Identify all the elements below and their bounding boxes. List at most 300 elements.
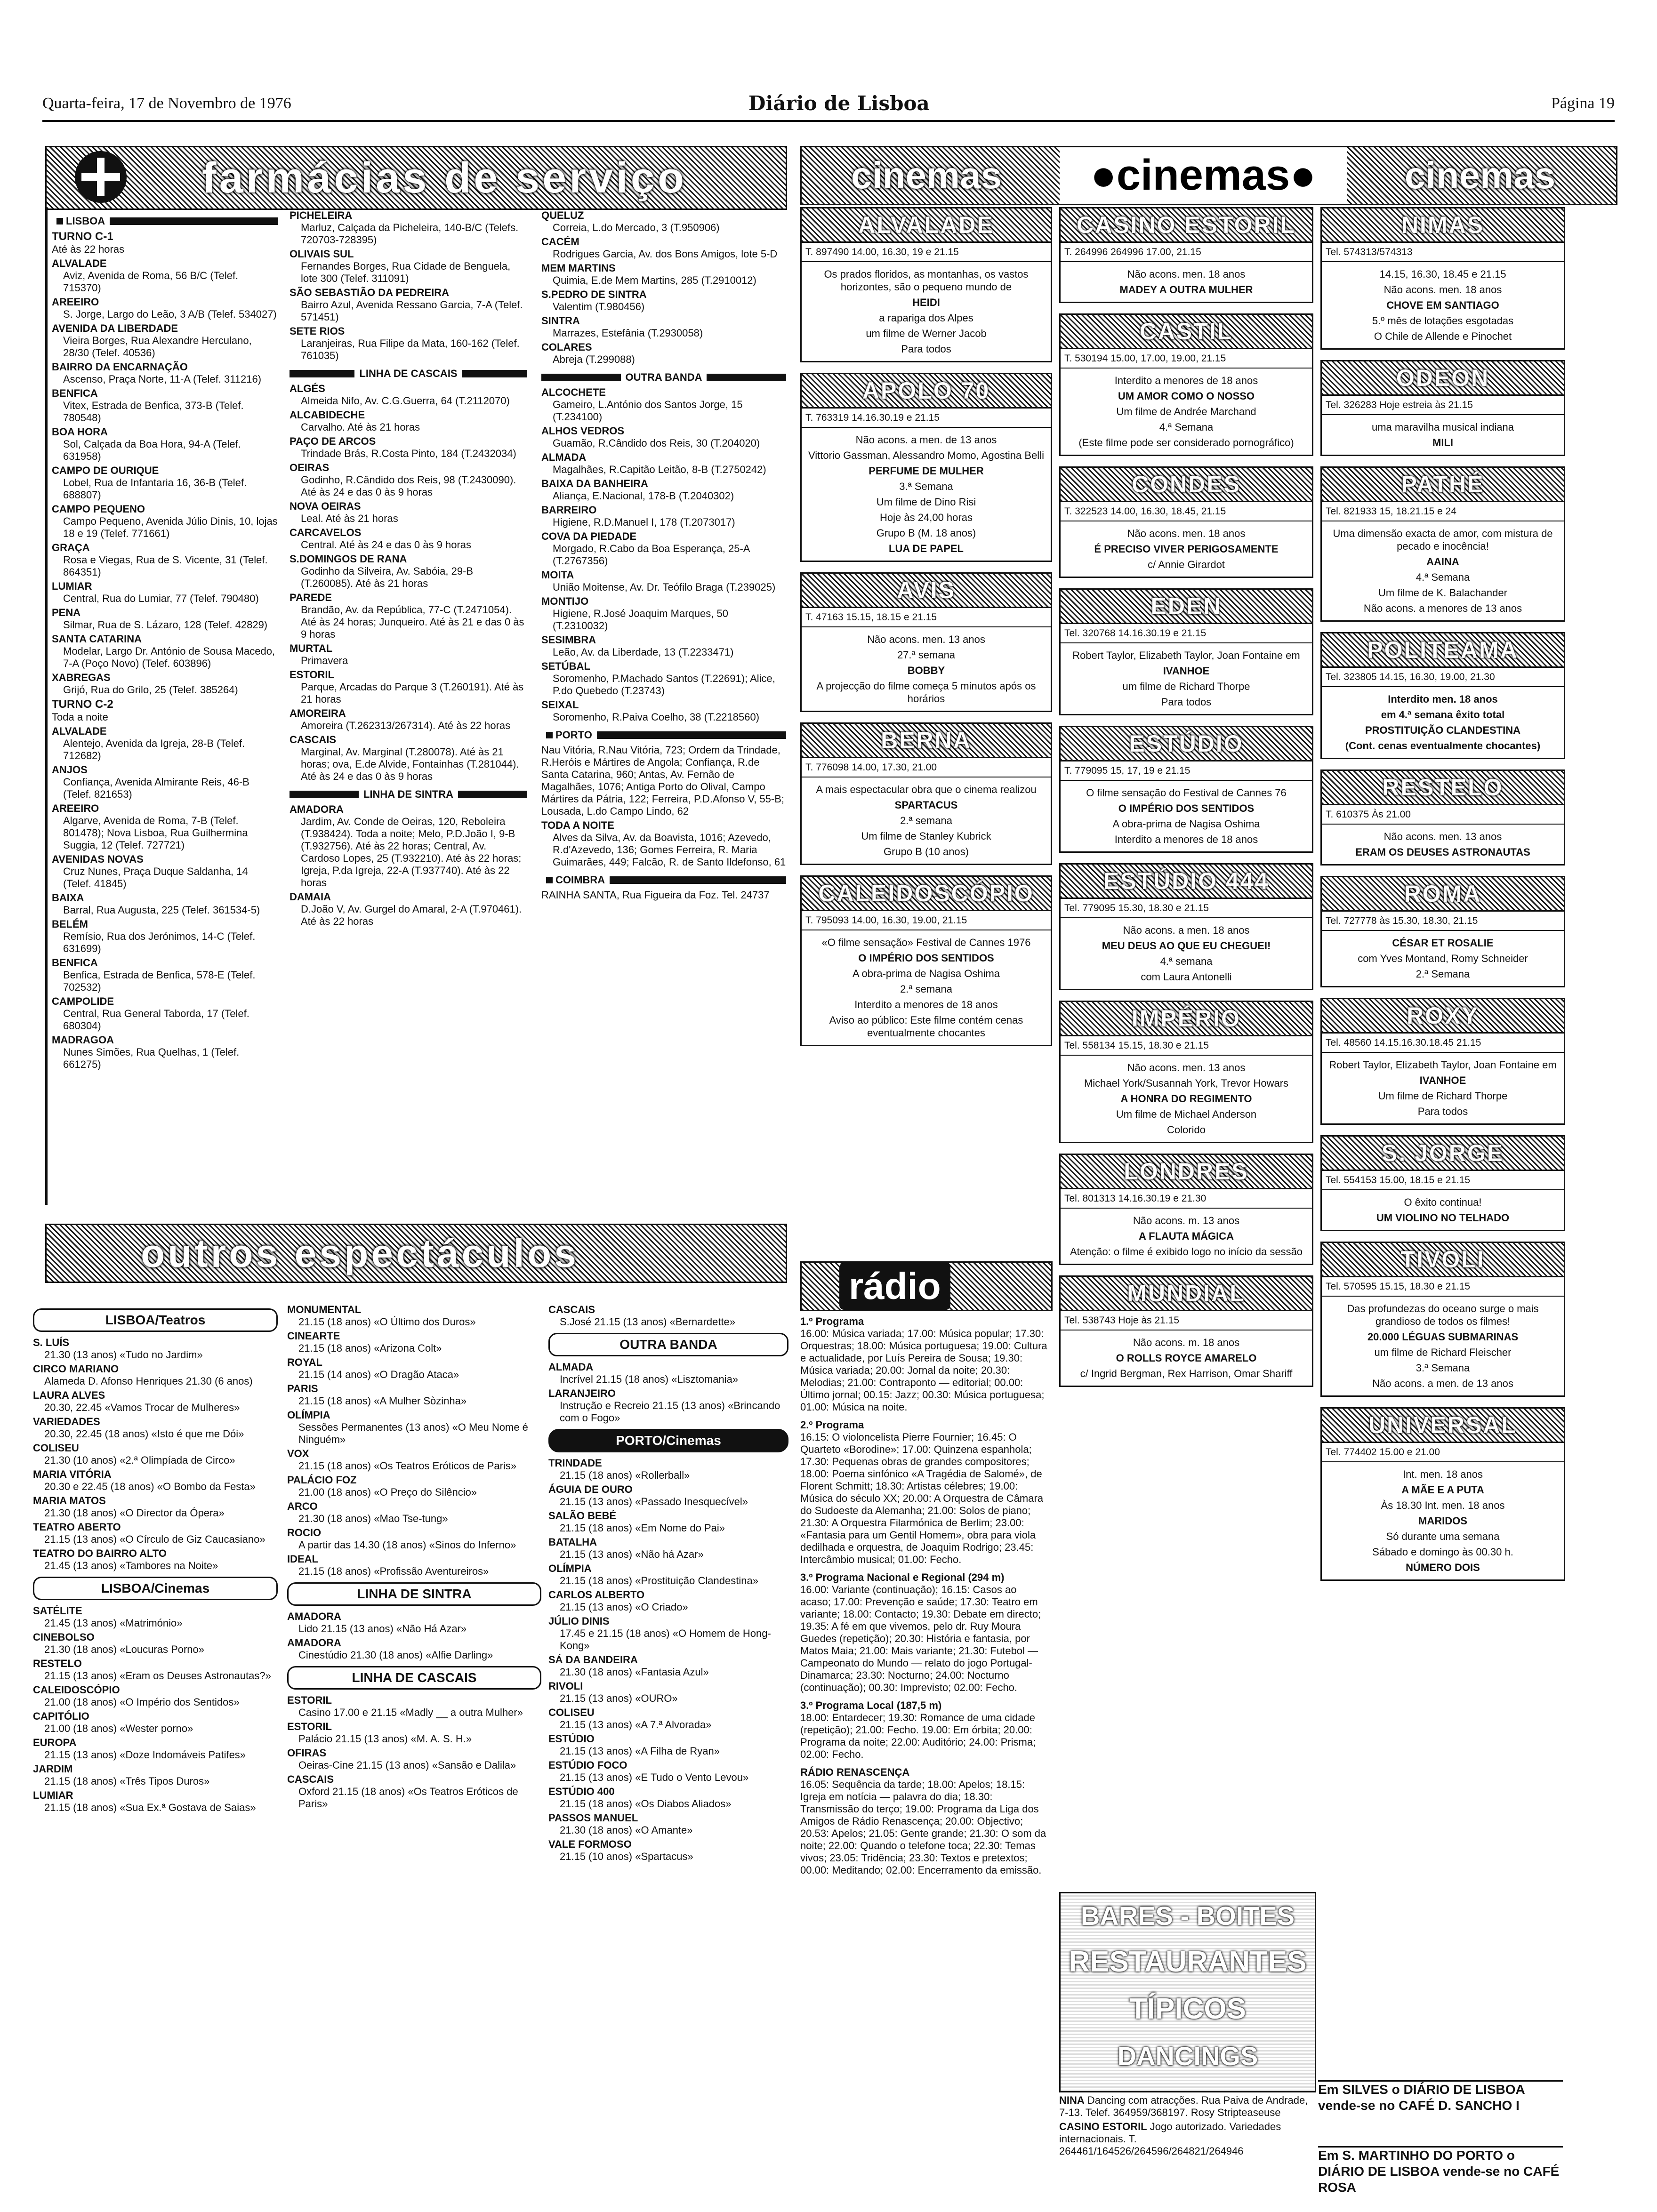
- pharmacies-column-2: [290, 209, 527, 1202]
- film-title: A FLAUTA MÁGICA: [1138, 1230, 1234, 1242]
- listing-name: S. LUÍS: [33, 1337, 70, 1348]
- cinemas-banner-left: cinemas: [851, 154, 1002, 196]
- listing-entry: [33, 1737, 278, 1761]
- cinema-name-plate: [1061, 727, 1312, 761]
- listing-entry: [52, 426, 278, 463]
- listing-name: LAURA ALVES: [33, 1389, 105, 1401]
- cinema-times: T. 264996 264996 17.00, 21.15: [1061, 243, 1312, 262]
- listing-entry: [541, 569, 786, 593]
- listing-entry: [33, 1442, 278, 1467]
- programme-line: Para todos: [901, 343, 951, 355]
- listing-detail: S.José 21.15 (13 anos) «Bernardette»: [560, 1316, 736, 1328]
- listing-detail: 21.15 (18 anos) «O Último dos Duros»: [298, 1316, 476, 1328]
- section-label-text: [541, 874, 610, 886]
- listing-entry: [33, 1710, 278, 1735]
- listing-entry: [52, 725, 278, 762]
- cinema-listing: [800, 875, 1052, 1046]
- bars-banner: [1059, 1892, 1316, 2092]
- listing-detail: União Moitense, Av. Dr. Teófilo Braga (T.239025): [553, 581, 776, 593]
- cinema-programme: [802, 930, 1051, 1045]
- listing-entry: [290, 707, 527, 732]
- listing-name: VARIEDADES: [33, 1416, 100, 1427]
- listing-detail: Central, Rua do Lumiar, 77 (Telef. 790480): [63, 593, 259, 604]
- listing-entry: [541, 236, 786, 260]
- listing-detail: Barral, Rua Augusta, 225 (Telef. 361534-5): [63, 904, 260, 916]
- subsection-label: [290, 788, 527, 801]
- listing-entry: [290, 287, 527, 323]
- listing-entry: [52, 633, 278, 670]
- cinema-name-plate: [802, 374, 1051, 409]
- cinema-name: CASINO ESTORIL: [1076, 212, 1296, 238]
- listing-entry: [52, 503, 278, 540]
- bar-entry: [1059, 2094, 1313, 2119]
- listing-entry: [290, 891, 527, 928]
- listing-detail: Palácio 21.15 (13 anos) «M. A. S. H.»: [298, 1733, 472, 1745]
- listing-entry: [33, 1789, 278, 1814]
- radio-programme-heading: 2.º Programa: [800, 1419, 864, 1431]
- listing-entry: [52, 296, 278, 321]
- listing-detail: 21.30 (18 anos) «O Amante»: [560, 1824, 693, 1836]
- programme-line: a rapariga dos Alpes: [879, 312, 973, 324]
- listing-name: SALÃO BEBÉ: [548, 1510, 617, 1522]
- listing-entry: [287, 1527, 541, 1551]
- listing-name: IDEAL: [287, 1553, 318, 1565]
- listing-entry: [287, 1383, 541, 1407]
- programme-line: c/ Ingrid Bergman, Rex Harrison, Omar Shariff: [1080, 1368, 1293, 1379]
- subsection-rule: [541, 374, 621, 381]
- section-rule: [110, 217, 278, 225]
- film-title: MILI: [1432, 437, 1453, 449]
- programme-line: Um filme de Stanley Kubrick: [861, 830, 991, 842]
- other-shows-title: outros espectáculos: [141, 1231, 579, 1275]
- listing-name: BATALHA: [548, 1536, 597, 1548]
- bar-detail: Jogo autorizado. Variedades internacionais. T. 264461/164526/264596/264821/264946: [1059, 2121, 1281, 2157]
- cinema-column-3: [1320, 207, 1565, 2071]
- listing-detail: Cruz Nunes, Praça Duque Saldanha, 14 (Telef. 41845): [63, 866, 248, 890]
- square-bullet-icon: [546, 877, 553, 883]
- listing-name: COLARES: [541, 341, 592, 353]
- listing-name: PARIS: [287, 1383, 318, 1395]
- listing-name: OLÍMPIA: [287, 1409, 330, 1421]
- listing-entry: [287, 1474, 541, 1499]
- listing-name: MEM MARTINS: [541, 262, 616, 274]
- programme-line: Não acons. m. 18 anos: [1133, 1337, 1240, 1348]
- film-title: BOBBY: [907, 665, 945, 676]
- listing-detail: Leal. Até às 21 horas: [301, 513, 398, 524]
- cinema-name: MUNDIAL: [1127, 1280, 1246, 1306]
- programme-line: 5.º mês de lotações esgotadas: [1372, 315, 1514, 327]
- section-pill: LISBOA/Teatros: [33, 1308, 278, 1332]
- listing-detail: Abreja (T.299088): [553, 353, 635, 365]
- listing-detail: 21.15 (13 anos) «Passado Inesquecível»: [560, 1496, 748, 1507]
- listing-detail: Valentim (T.980456): [553, 301, 645, 313]
- programme-line: Às 18.30 Int. men. 18 anos: [1381, 1499, 1505, 1511]
- film-title: UM AMOR COMO O NOSSO: [1118, 390, 1255, 402]
- cinema-times: Tel. 558134 15.15, 18.30 e 21.15: [1061, 1036, 1312, 1056]
- cinema-listing: [1059, 207, 1313, 303]
- section-heading: TURNO C-2: [52, 698, 113, 711]
- cinema-listing: [1320, 466, 1565, 622]
- masthead: Diário de Lisboa: [748, 92, 930, 115]
- listing-detail: Vieira Borges, Rua Alexandre Herculano, 28/30 (Telef. 40536): [63, 335, 252, 359]
- programme-line: 27.ª semana: [897, 649, 956, 661]
- listing-name: EUROPA: [33, 1737, 77, 1748]
- listing-detail: Leão, Av. da Liberdade, 13 (T.2233471): [553, 646, 734, 658]
- cinema-name: LONDRES: [1124, 1158, 1249, 1185]
- listing-detail: 21.15 (18 anos) «Três Tipos Duros»: [44, 1775, 210, 1787]
- listing-entry: [548, 1563, 788, 1587]
- cinema-name: RESTELO: [1382, 774, 1504, 801]
- listing-detail: Guamão, R.Cândido dos Reis, 30 (T.204020): [553, 437, 760, 449]
- square-bullet-icon: [546, 732, 553, 738]
- listing-detail: Parque, Arcadas do Parque 3 (T.260191). Até às 21 horas: [301, 681, 524, 705]
- programme-line: Não acons. men. 18 anos: [1127, 528, 1246, 539]
- listing-name: PAREDE: [290, 592, 332, 603]
- listing-name: S.DOMINGOS DE RANA: [290, 553, 407, 565]
- listing-entry: [541, 699, 786, 723]
- listing-name: BOA HORA: [52, 426, 108, 438]
- cinema-name: UNIVERSAL: [1368, 1412, 1517, 1438]
- programme-line: A obra-prima de Nagisa Oshima: [852, 968, 1000, 979]
- listing-detail: D.João V, Av. Gurgel do Amaral, 2-A (T.970461). Até às 22 horas: [301, 903, 522, 927]
- listing-detail: Aliança, E.Nacional, 178-B (T.2040302): [553, 490, 734, 502]
- listing-name: MONTIJO: [541, 595, 589, 607]
- cinema-times: T. 530194 15.00, 17.00, 19.00, 21.15: [1061, 349, 1312, 369]
- listing-name: RIVOLI: [548, 1680, 583, 1692]
- listing-name: AMADORA: [287, 1637, 341, 1649]
- cinema-times: T. 779095 15, 17, 19 e 21.15: [1061, 761, 1312, 781]
- cinema-listing: [1320, 876, 1565, 987]
- section-note: RAINHA SANTA, Rua Figueira da Foz. Tel. 24737: [541, 889, 770, 901]
- programme-line: com Laura Antonelli: [1141, 971, 1232, 983]
- programme-line: com Yves Montand, Romy Schneider: [1358, 953, 1528, 964]
- listing-detail: Alves da Silva, Av. da Boavista, 1016; Azevedo, R.d'Azevedo, 136; Gomes Ferreira, R. Maria Guimarães, 449; Falcão, R. de Santo Ildefonso, 61: [553, 832, 786, 868]
- section-pill: PORTO/Cinemas: [548, 1429, 788, 1452]
- programme-line: Uma dimensão exacta de amor, com mistura de pecado e inocência!: [1333, 528, 1553, 552]
- bar-name: CASINO ESTORIL: [1059, 2121, 1147, 2132]
- listing-name: TEATRO DO BAIRRO ALTO: [33, 1547, 167, 1559]
- cinema-name-plate: [1322, 999, 1564, 1034]
- programme-line: Não acons. men. 13 anos: [867, 633, 985, 645]
- listing-name: BAIRRO DA ENCARNAÇÃO: [52, 361, 188, 373]
- cinema-column-1: [800, 207, 1052, 1228]
- cinema-name: ESTÚDIO 444: [1103, 868, 1270, 894]
- listing-entry: [548, 1536, 788, 1561]
- pharmacies-column-3: [541, 209, 786, 1202]
- listing-entry: [548, 1838, 788, 1863]
- cinema-times: T. 610375 Às 21.00: [1322, 805, 1564, 825]
- cinema-listing: [1059, 466, 1313, 578]
- listing-name: ROCIO: [287, 1527, 322, 1539]
- listing-detail: 21.15 (13 anos) «A Filha de Ryan»: [560, 1745, 720, 1757]
- listing-entry: [548, 1786, 788, 1810]
- listing-name: CACÉM: [541, 236, 579, 248]
- listing-detail: Benfica, Estrada de Benfica, 578-E (Telef. 702532): [63, 969, 256, 993]
- listing-name: MURTAL: [290, 642, 333, 654]
- listing-detail: 21.15 (13 anos) «O Criado»: [560, 1601, 688, 1613]
- pharmacies-title: farmácias de serviço: [201, 154, 687, 202]
- listing-entry: [33, 1631, 278, 1656]
- listing-entry: [33, 1605, 278, 1629]
- cinema-name: CASTIL: [1139, 318, 1233, 345]
- listing-detail: Sol, Calçada da Boa Hora, 94-A (Telef. 631958): [63, 438, 241, 462]
- listing-entry: [52, 802, 278, 851]
- listing-name: SÃO SEBASTIÃO DA PEDREIRA: [290, 287, 450, 298]
- section-label-text: [52, 215, 110, 227]
- listing-entry: [287, 1637, 541, 1661]
- cinema-listing: [1059, 313, 1313, 456]
- listing-entry: [541, 386, 786, 423]
- listing-name: CAMPO PEQUENO: [52, 503, 145, 515]
- listing-detail: Trindade Brás, R.Costa Pinto, 184 (T.2432034): [301, 448, 516, 459]
- listing-name: SETÚBAL: [541, 660, 590, 672]
- listing-entry: [33, 1468, 278, 1493]
- programme-line: Não acons. a men. de 13 anos: [1372, 1378, 1513, 1389]
- listing-detail: 21.15 (18 anos) «Os Diabos Aliados»: [560, 1798, 732, 1810]
- programme-line: Os prados floridos, as montanhas, os vastos horizontes, são o pequeno mundo de: [824, 268, 1029, 293]
- listing-detail: Silmar, Rua de S. Lázaro, 128 (Telef. 42829): [63, 619, 268, 631]
- listing-name: TODA A NOITE: [541, 819, 614, 831]
- listing-name: JÚLIO DINIS: [548, 1615, 610, 1627]
- listing-entry: [290, 553, 527, 590]
- listing-detail: Higiene, R.José Joaquim Marques, 50 (T.2310032): [553, 608, 728, 632]
- programme-line: Não acons. men. 13 anos: [1127, 1062, 1246, 1074]
- radio-programme-text: 18.00: Entardecer; 19.30: Romance de uma cidade (repetição); 21.00: Fecho. 19.00: Em órbita; 20.00: Programa da noite; 22.00: Auditório; 24.00: Prisma; 02.00: Fecho.: [800, 1712, 1036, 1760]
- listing-detail: Marrazes, Estefânia (T.2930058): [553, 327, 703, 339]
- square-bullet-icon: [56, 218, 63, 224]
- listing-name: CASCAIS: [290, 734, 337, 745]
- cinema-name: CONDES: [1132, 471, 1241, 497]
- listing-name: OLÍMPIA: [548, 1563, 592, 1574]
- listing-entry: [52, 957, 278, 994]
- other-shows-banner: [45, 1224, 787, 1283]
- programme-line: Não acons. a men. de 13 anos: [855, 434, 997, 446]
- listing-name: CALEIDOSCÓPIO: [33, 1684, 120, 1696]
- cinema-programme: [1322, 1297, 1564, 1395]
- section-label: [52, 215, 278, 227]
- ad-sao-martinho: [1318, 2146, 1563, 2204]
- cinema-programme: [1061, 643, 1312, 714]
- cinema-name-plate: [1322, 468, 1564, 502]
- listing-name: ARCO: [287, 1500, 318, 1512]
- listing-detail: Gameiro, L.António dos Santos Jorge, 15 (T.234100): [553, 399, 743, 423]
- listing-name: OLIVAIS SUL: [290, 248, 354, 260]
- programme-line: Só durante uma semana: [1386, 1531, 1500, 1542]
- listing-name: ESTÚDIO FOCO: [548, 1759, 627, 1771]
- listing-entry: [541, 530, 786, 567]
- listing-detail: 21.30 (18 anos) «Loucuras Porno»: [44, 1643, 205, 1655]
- film-title: PROSTITUIÇÃO CLANDESTINA: [1365, 724, 1520, 736]
- listing-entry: [52, 607, 278, 631]
- listing-name: ESTORIL: [287, 1694, 332, 1706]
- programme-line: 4.ª semana: [1160, 955, 1213, 967]
- cinema-times: T. 795093 14.00, 16.30, 19.00, 21.15: [802, 911, 1051, 930]
- listing-name: OEIRAS: [290, 462, 330, 473]
- listing-name: DAMAIA: [290, 891, 331, 903]
- listing-detail: 21.15 (18 anos) «Profissão Aventureiros»: [298, 1565, 489, 1577]
- radio-programme-text: 16.00: Variante (continuação); 16.15: Casos ao acaso; 17.00: Prevenção e saúde; 17.30: Teatro em variante; 18.00: Contacto; 19.30: Debate em directo; 19.35: A fé em que vivemos, pelo dr. Ruy Moura Guedes (repetição); 20.30: História e fantasia, por Matos Maia; 21.00: Mais variante; 21.30: Futebol — Campeonato do Mundo — relato do jogo Portugal-Dinamarca; 23.30: Nocturno; 24.00: Nocturno (continuação); 00.30: Imprevisto; 02.00: Fecho.: [800, 1584, 1041, 1693]
- listing-name: SESIMBRA: [541, 634, 596, 646]
- listing-name: RESTELO: [33, 1658, 82, 1669]
- listing-entry: [548, 1457, 788, 1482]
- cinema-programme: [1061, 1330, 1312, 1386]
- programme-line: 3.ª Semana: [899, 481, 953, 492]
- cinemas-banner-title: ●cinemas●: [1060, 147, 1347, 204]
- cinema-listing: [1320, 769, 1565, 866]
- listing-name: MADRAGOA: [52, 1034, 114, 1046]
- listing-entry: [290, 248, 527, 285]
- film-title: MEU DEUS AO QUE EU CHEGUEI!: [1102, 940, 1271, 952]
- cinema-times: Tel. 326283 Hoje estreia às 21.15: [1322, 396, 1564, 415]
- cinema-times: Tel. 320768 14.16.30.19 e 21.15: [1061, 624, 1312, 643]
- cinemas-banner-right: cinemas: [1404, 154, 1556, 196]
- radio-title: rádio: [839, 1263, 950, 1310]
- listing-entry: [287, 1553, 541, 1578]
- cinema-name-plate: [1322, 877, 1564, 912]
- programme-line: Um filme de K. Balachander: [1378, 587, 1507, 599]
- listing-entry: [541, 819, 786, 868]
- cinema-name: ROXY: [1407, 1002, 1479, 1029]
- listing-entry: [52, 1034, 278, 1071]
- cinema-name: ROMA: [1404, 881, 1482, 907]
- cinema-name: APOLO 70: [862, 377, 990, 404]
- listing-name: ALCABIDECHE: [290, 409, 365, 421]
- section-pill: LINHA DE SINTRA: [287, 1582, 541, 1606]
- section-note: Até às 22 horas: [52, 243, 125, 255]
- listing-name: XABREGAS: [52, 672, 111, 683]
- bars-listings: [1059, 2094, 1313, 2203]
- ad-silves: [1318, 2080, 1563, 2138]
- listing-entry: [548, 1304, 788, 1328]
- listing-detail: Primavera: [301, 655, 348, 666]
- listing-detail: Cinestúdio 21.30 (18 anos) «Alfie Darling»: [298, 1649, 493, 1661]
- listing-entry: [541, 315, 786, 339]
- cinema-times: T. 322523 14.00, 16.30, 18.45, 21.15: [1061, 502, 1312, 521]
- film-title: LUA DE PAPEL: [889, 543, 964, 554]
- listing-detail: Incrível 21.15 (18 anos) «Lisztomania»: [560, 1373, 739, 1385]
- cinema-name-plate: [1061, 1155, 1312, 1189]
- listing-detail: 21.15 (13 anos) «OURO»: [560, 1692, 678, 1704]
- radio-programme-heading: 1.º Programa: [800, 1315, 864, 1327]
- programme-line: um filme de Richard Fleischer: [1374, 1346, 1512, 1358]
- listing-detail: A partir das 14.30 (18 anos) «Sinos do Inferno»: [298, 1539, 516, 1551]
- cinema-programme: [802, 262, 1051, 361]
- listing-name: AMADORA: [290, 803, 344, 815]
- listing-name: AREEIRO: [52, 802, 99, 814]
- listing-name: BENFICA: [52, 387, 98, 399]
- programme-line: O Chile de Allende e Pinochet: [1374, 330, 1512, 342]
- programme-line: Não acons. a menores de 13 anos: [1363, 602, 1522, 614]
- listing-name: ESTORIL: [290, 669, 334, 681]
- listing-detail: 21.45 (13 anos) «Tambores na Noite»: [44, 1560, 218, 1571]
- film-title: O IMPÉRIO DOS SENTIDOS: [858, 952, 994, 964]
- film-title: NÚMERO DOIS: [1406, 1562, 1480, 1573]
- film-title: É PRECISO VIVER PERIGOSAMENTE: [1094, 543, 1279, 555]
- cinema-listing: [1320, 360, 1565, 456]
- section-rule: [597, 731, 786, 739]
- page-number: Página 19: [1551, 95, 1615, 112]
- programme-line: A obra-prima de Nagisa Oshima: [1112, 818, 1260, 830]
- listing-entry: [33, 1363, 278, 1387]
- programme-line: Não acons. men. 18 anos: [1384, 284, 1502, 296]
- programme-line: 2.ª semana: [900, 815, 952, 826]
- listing-entry: [287, 1773, 541, 1810]
- programme-line: Um filme de Dino Risi: [876, 496, 976, 508]
- subsection-rule: [290, 791, 359, 798]
- listing-detail: 21.30 (13 anos) «Tudo no Jardim»: [44, 1349, 203, 1361]
- section-pill: OUTRA BANDA: [548, 1333, 788, 1356]
- subsection-label: [290, 368, 527, 380]
- listing-entry: [287, 1500, 541, 1525]
- radio-programme-heading: 3.º Programa Nacional e Regional (294 m): [800, 1571, 1005, 1583]
- cinema-programme: [802, 777, 1051, 864]
- listing-detail: Algarve, Avenida de Roma, 7-B (Telef. 801478); Nova Lisboa, Rua Guilhermina Suggia, 12 (Telef. 727721): [63, 815, 248, 851]
- listing-name: CINEBOLSO: [33, 1631, 95, 1643]
- typical-label: TÍPICOS: [1129, 1993, 1247, 2025]
- listing-entry: [287, 1409, 541, 1446]
- programme-line: Sábado e domingo às 00.30 h.: [1372, 1546, 1513, 1558]
- programme-line: Um filme de Michael Anderson: [1116, 1108, 1257, 1120]
- programme-line: 14.15, 16.30, 18.45 e 21.15: [1379, 268, 1506, 280]
- cinema-name-plate: [1322, 1409, 1564, 1443]
- listing-name: ESTÚDIO: [548, 1733, 595, 1745]
- cinema-programme: [1322, 262, 1564, 348]
- listing-detail: Casino 17.00 e 21.15 «Madly __ a outra Mulher»: [298, 1707, 523, 1718]
- listing-detail: Laranjeiras, Rua Filipe da Mata, 160-162 (Telef. 761035): [301, 337, 520, 361]
- listing-name: MONUMENTAL: [287, 1304, 362, 1315]
- listing-detail: Almeida Nifo, Av. C.G.Guerra, 64 (T.2112070): [301, 395, 510, 407]
- listing-entry: [290, 803, 527, 889]
- programme-line: Não acons. men. 13 anos: [1384, 831, 1502, 842]
- listing-name: SANTA CATARINA: [52, 633, 142, 645]
- listing-entry: [33, 1684, 278, 1708]
- subsection-name: LINHA DE SINTRA: [363, 788, 454, 800]
- listing-entry: [52, 387, 278, 424]
- listing-detail: Marginal, Av. Marginal (T.280078). Até às 21 horas; ova, E.de Alvide, Fontainhas (T.281044). Até às 24 e das 0 às 9 horas: [301, 746, 519, 782]
- listing-entry: [52, 465, 278, 501]
- listing-entry: [52, 764, 278, 801]
- listing-name: ALVALADE: [52, 725, 107, 737]
- listing-name: PICHELEIRA: [290, 209, 353, 221]
- listing-detail: 21.15 (18 anos) «Em Nome do Pai»: [560, 1522, 725, 1534]
- dancings-label: DANCINGS: [1117, 2041, 1258, 2071]
- listing-name: COLISEU: [33, 1442, 79, 1454]
- listing-name: MARIA MATOS: [33, 1495, 106, 1507]
- section-pill: LISBOA/Cinemas: [33, 1577, 278, 1600]
- listing-detail: Aviz, Avenida de Roma, 56 B/C (Telef. 715370): [63, 270, 239, 294]
- listing-entry: [541, 341, 786, 366]
- listing-entry: [52, 542, 278, 578]
- cinema-listing: [1059, 1275, 1313, 1387]
- listing-entry: [541, 262, 786, 287]
- film-title: A HONRA DO REGIMENTO: [1120, 1093, 1252, 1105]
- film-title: HEIDI: [912, 297, 940, 308]
- programme-line: Das profundezas do oceano surge o mais grandioso de todos os filmes!: [1347, 1303, 1539, 1327]
- cinema-listing: [1059, 863, 1313, 990]
- listing-detail: 21.15 (13 anos) «Doze Indomáveis Patifes»: [44, 1749, 246, 1761]
- cinema-times: Tel. 538743 Hoje às 21.15: [1061, 1311, 1312, 1330]
- cinema-name: S. JORGE: [1381, 1140, 1504, 1166]
- listing-name: MARIA VITÓRIA: [33, 1468, 112, 1480]
- listing-detail: 20.30, 22.45 «Vamos Trocar de Mulheres»: [44, 1402, 240, 1413]
- listing-detail: Oxford 21.15 (18 anos) «Os Teatros Eróticos de Paris»: [298, 1786, 518, 1810]
- programme-line: A mais espectacular obra que o cinema realizou: [816, 784, 1037, 795]
- listing-name: PALÁCIO FOZ: [287, 1474, 357, 1486]
- listing-name: BELÉM: [52, 918, 88, 930]
- listing-name: NOVA OEIRAS: [290, 500, 361, 512]
- listing-entry: [548, 1483, 788, 1508]
- issue-date: Quarta-feira, 17 de Novembro de 1976: [42, 95, 291, 112]
